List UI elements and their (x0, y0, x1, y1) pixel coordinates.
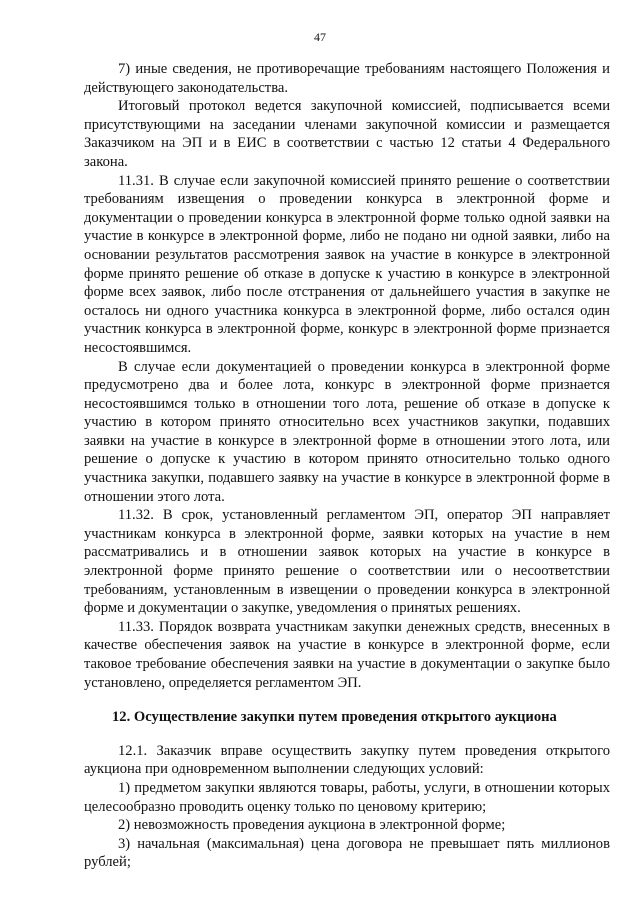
paragraph-multiple-lots: В случае если документацией о проведении конкурса в электронной форме предусмотрено два и более лота, конкурс в электронной форме признается несостоявшимся только в отношении того лота, решение об отказе в допуске к участию в котором принято относительно всех участников закупки, подавших заявки на участие в конкурсе в электронной форме в отношении этого лота, или решение о допуске к участию в котором принято относительно только одного участника закупки, подавшего заявку на участие в конкурсе в электронной форме в отношении этого лота. (84, 358, 610, 505)
paragraph-item-7: 7) иные сведения, не противоречащие требованиям настоящего Положения и действующего законодательства. (84, 61, 610, 96)
condition-item-3: 3) начальная (максимальная) цена договора не превышает пять миллионов рублей; (84, 835, 610, 871)
paragraph-final-protocol: Итоговый протокол ведется закупочной комиссией, подписывается всеми присутствующими на заседании членами закупочной комиссии и размещается Заказчиком на ЭП и в ЕИС в соответствии с частью 12 статьи 4 Федерального закона. (84, 98, 610, 170)
paragraph-11-31: 11.31. В случае если закупочной комиссией принято решение о соответствии требованиям извещения о проведении конкурса в электронной форме и документации о проведении конкурса в электронной форме только одной заявки на участие в конкурсе в электронной форме, либо не подано ни одной заявки, либо на основании результатов рассмотрения заявок на участие в конкурсе в электронной форме принято решение об отказе в допуске к участию в конкурсе в электронной форме всех заявок, либо после отстранения от дальнейшего участия в закупке не осталось ни одного участника конкурса в электронной форме, либо остался один участник конкурса в электронной форме, конкурс в электронной форме признается несостоявшимся. (84, 172, 610, 356)
paragraph-11-32: 11.32. В срок, установленный регламентом ЭП, оператор ЭП направляет участникам конкурса в электронной форме, заявки которых на участие в нем рассматривались и в отношении заявок которых на участие в конкурсе в электронной форме принято решение о соответствии или о несоответствии требованиям, установленным в извещении о проведении конкурса в электронной форме и документации о закупке, уведомления о принятых решениях. (84, 507, 610, 617)
page-number: 47 (314, 30, 326, 44)
section-heading: 12. Осуществление закупки путем проведения открытого аукциона (112, 709, 557, 726)
condition-item-1: 1) предметом закупки являются товары, работы, услуги, в отношении которых целесообразно проводить оценку только по ценовому критерию; (84, 779, 610, 815)
document-body (84, 60, 610, 872)
condition-item-2: 2) невозможность проведения аукциона в электронной форме; (118, 817, 506, 834)
paragraph-11-33: 11.33. Порядок возврата участникам закупки денежных средств, внесенных в качестве обеспечения заявок на участие в конкурсе в электронной форме, если таковое требование обеспечения заявки на участие в документации о закупке было установлено, определяется регламентом ЭП. (84, 618, 610, 691)
paragraph-12-1: 12.1. Заказчик вправе осуществить закупку путем проведения открытого аукциона при одновременном выполнении следующих условий: (84, 742, 610, 778)
